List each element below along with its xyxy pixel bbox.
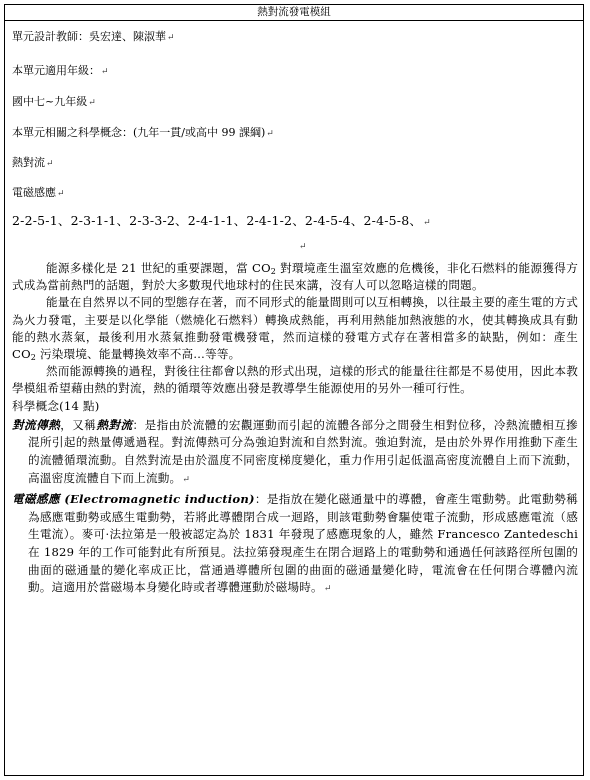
designers-line: 單元設計教師：吳宏達、陳淑華↵ — [12, 30, 175, 43]
paragraph-3: 然而能源轉換的過程，對後往往都會以熱的形式出現，這樣的形式的能量往往都是不易使用，因此本教學模組希望藉由熱的對流，熱的循環等效應出發是教導學生能源使用的另外一種可行性。 — [12, 364, 578, 396]
concept-heat-convection: 熱對流↵ — [12, 156, 54, 169]
paragraph-mark: ↵ — [299, 242, 307, 252]
paragraph-2: 能量在自然界以不同的型態存在著，而不同形式的能量間則可以互相轉換，以往最主要的產生電的方式為火力發電，主要是以化學能（燃燒化石燃料）轉換成熱能，再利用熱能加熱液態的水，使其轉換成具有動能的熱水蒸氣，最後利用水蒸氣推動發電機發電，然而這樣的發電方式存在著相當多的缺點，例如：產生 $CO_2$ 污染環境、能量轉換效率不高…等等。 — [12, 295, 578, 363]
term-electromagnetic-induction: 電磁感應 (Electromagnetic induction)：是指放在變化磁通量中的導體，會產生電動勢。此電動勢稱為感應電動勢或感生電動勢，若將此導體閉合成一迴路，則該電動勢會驅使電子流動，形成感應電流（感生電流）。麥可·法拉第是一般被認定為於 1831 年發現了感應現象的人，雖然 Francesco Zantedeschi 在 1829 年的工作可能對此有所預見。法拉第發現產生在閉合迴路上的電動勢和通過任何該路徑所包圍的曲面的磁通量的變化率成正比，當通過導體所包圍的曲面的磁通量變化時，電流會在任何閉合導體內流動。這適用於當磁場本身變化時或者導體運動於磁場時。↵ — [12, 492, 578, 595]
section-heading: 科學概念(14 點) — [12, 398, 100, 413]
term-alt-name: 熱對流 — [96, 417, 133, 432]
level-line: 國中七~九年級↵ — [12, 95, 96, 108]
curriculum-codes: 2-2-5-1、2-3-1-1、2-3-3-2、2-4-1-1、2-4-1-2、2-4-5-4、2-4-5-8、↵ — [12, 213, 431, 228]
term-name: 對流傳熱 — [12, 417, 61, 432]
paragraph-1: 能源多樣化是 21 世紀的重要課題，當 $CO_2$ 對環境產生溫室效應的危機後，非化石燃料的能源獲得方式成為當前熱門的話題，對於大多數現代地球村的住民來講，沒有人可以忽略這樣的問題。 — [12, 261, 578, 293]
concept-electromagnetic-induction: 電磁感應↵ — [12, 186, 65, 199]
page-title: 熱對流發電模組 — [5, 5, 583, 21]
body-text — [12, 260, 578, 599]
grade-line: 本單元適用年級：↵ — [12, 64, 109, 77]
term-heat-convection: 對流傳熱，又稱熱對流：是指由於流體的宏觀運動而引起的流體各部分之間發生相對位移，冷熱流體相互摻混所引起的熱量傳遞過程。對流傳熱可分為強迫對流和自然對流。強迫對流，是由於外界作用推動下產生的流體循環流動。自然對流是由於溫度不同密度梯度變化，重力作用引起低溫高密度流體自上而下流動，高溫密度流體自下而上流動。↵ — [12, 417, 579, 485]
concepts-intro-line: 本單元相關之科學概念：(九年一貫/或高中 99 課綱)↵ — [12, 126, 274, 139]
document-page — [4, 4, 584, 776]
term-name: 電磁感應 (Electromagnetic induction) — [12, 492, 255, 507]
